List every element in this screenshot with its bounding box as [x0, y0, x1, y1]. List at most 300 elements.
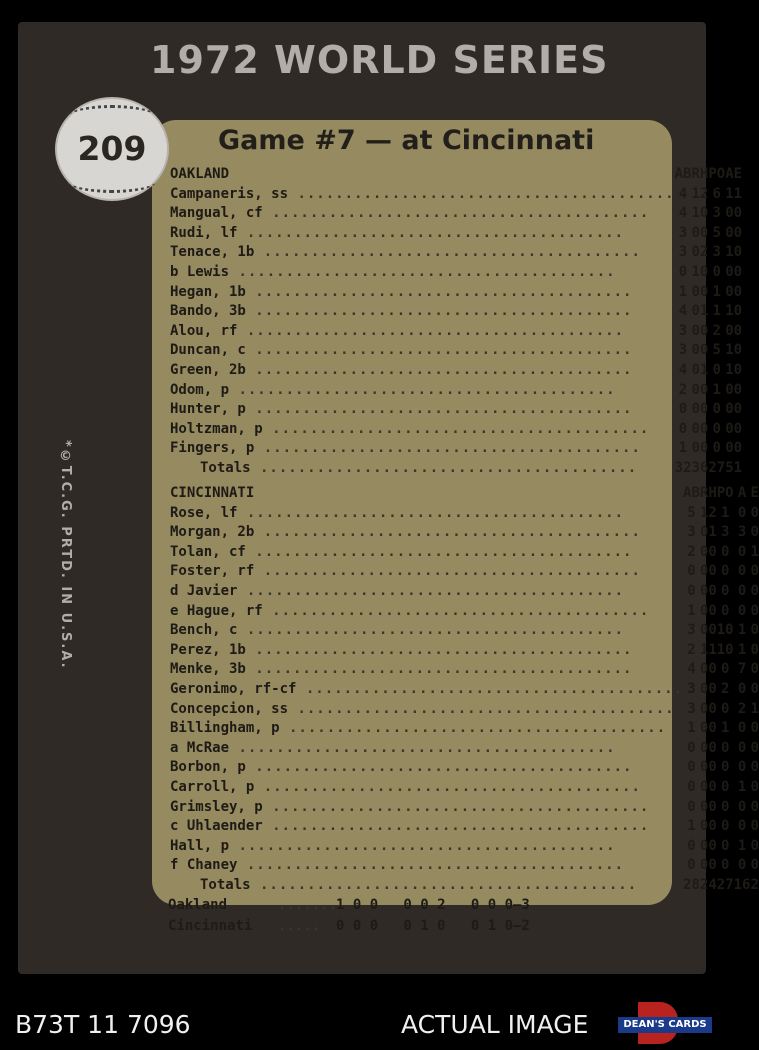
player-name: Alou, rf	[170, 322, 238, 339]
player-name: Carroll, p	[170, 778, 255, 795]
stat-cell: 0	[720, 857, 730, 874]
stat-cell: 0	[750, 563, 759, 580]
stat-cell: 0	[733, 263, 743, 280]
player-name: Rose, lf	[170, 504, 238, 521]
stat-cell: 10	[716, 622, 734, 639]
player-row	[170, 302, 742, 322]
column-header: PO	[708, 166, 726, 182]
stat-cell: 5	[712, 224, 721, 241]
leader-dots: ........................................	[237, 582, 625, 599]
leader-dots: ........................................	[245, 303, 633, 320]
stat-cell: 0	[733, 342, 743, 359]
player-name-cell	[170, 562, 683, 582]
stat-cell: 0	[687, 857, 696, 874]
stat-cell: 0	[720, 543, 730, 560]
stat-cell: 3	[712, 205, 721, 222]
player-row	[170, 283, 742, 303]
stat-cell: 1	[725, 244, 734, 261]
stat-cell: 1	[725, 342, 734, 359]
player-row	[170, 758, 759, 778]
player-name: Foster, rf	[170, 563, 255, 580]
player-name: Rudi, lf	[170, 224, 238, 241]
stat-cell: 0	[750, 759, 759, 776]
totals-row	[170, 459, 742, 479]
stat-cell: 0	[699, 700, 709, 717]
linescore-innings: 0 0 0 0 1 0 0 1 0—2	[336, 918, 530, 934]
leader-dots: ........................................	[237, 322, 625, 339]
stat-cell: 1	[720, 504, 730, 521]
player-name: Bando, 3b	[170, 303, 246, 320]
stat-cell: 2	[687, 543, 696, 560]
stat-cell: 0	[750, 837, 759, 854]
player-name-cell	[170, 817, 683, 837]
stat-cell: 0	[699, 440, 709, 457]
player-row	[170, 856, 759, 876]
stat-cell: 4	[678, 303, 688, 320]
player-name-cell	[170, 700, 683, 720]
stat-cell: 0	[750, 720, 759, 737]
stat-cell: 0	[750, 680, 759, 697]
leader-dots: ........................................	[245, 342, 633, 359]
stat-cell: 0	[708, 720, 717, 737]
stat-cell: 0	[687, 739, 696, 756]
stat-cell: 0	[708, 778, 717, 795]
stat-cell: 0	[720, 661, 730, 678]
player-name-cell	[170, 778, 683, 798]
stat-cell: 0	[699, 342, 709, 359]
leader-dots: .....	[278, 918, 321, 934]
stat-cell: 0	[750, 739, 759, 756]
stat-cell: 4	[678, 205, 688, 222]
stat-cell: 0	[725, 205, 734, 222]
stat-cell: 1	[712, 283, 721, 300]
series-title: 1972 WORLD SERIES	[150, 38, 609, 82]
stat-cell: 5	[725, 459, 734, 476]
team-name: CINCINNATI	[170, 485, 255, 501]
stat-cell: 0	[737, 602, 747, 619]
actual-image-label: ACTUAL IMAGE	[401, 1010, 589, 1039]
stat-cell: 1	[699, 361, 709, 378]
stat-cell: 0	[750, 857, 759, 874]
stat-cell: 0	[708, 739, 717, 756]
player-name: c Uhlaender	[170, 818, 263, 835]
linescore-team: Cincinnati	[168, 918, 253, 934]
column-header: H	[699, 166, 709, 182]
stat-cell: 0	[725, 440, 734, 457]
stat-cell: 0	[725, 322, 734, 339]
stat-cell: 0	[733, 420, 743, 437]
player-name: Mangual, cf	[170, 205, 263, 222]
cincinnati-box-score	[170, 484, 759, 895]
leader-dots: ........................................	[296, 680, 684, 697]
player-row	[170, 504, 759, 524]
stat-cell: 1	[691, 263, 700, 280]
leader-dots: ........................................	[254, 524, 641, 541]
stat-cell: 0	[725, 420, 734, 437]
player-name: Fingers, p	[170, 440, 255, 457]
leader-dots: ........................................	[288, 700, 675, 717]
leader-dots: ........................................	[237, 622, 625, 639]
stat-cell: 3	[691, 459, 700, 476]
player-name: Tolan, cf	[170, 543, 246, 560]
stat-cell: 0	[687, 798, 696, 815]
stat-cell: 0	[733, 440, 743, 457]
player-row	[170, 439, 742, 459]
stat-cell: 0	[720, 582, 730, 599]
stat-cell: 0	[708, 680, 717, 697]
stat-cell: 0	[699, 381, 709, 398]
stat-cell: 28	[683, 876, 700, 893]
stat-cell: 3	[678, 342, 688, 359]
player-name: Morgan, 2b	[170, 524, 255, 541]
stat-cell: 0	[699, 837, 709, 854]
stat-cell: 1	[733, 185, 743, 202]
player-name-cell	[170, 641, 683, 661]
player-row	[170, 739, 759, 759]
stat-cell: 1	[678, 283, 688, 300]
leader-dots: ........................................	[237, 857, 625, 874]
player-name: Bench, c	[170, 622, 238, 639]
stat-cell: 0	[733, 381, 743, 398]
stat-cell: 0	[737, 857, 747, 874]
team-name: OAKLAND	[170, 166, 230, 182]
stat-cell: 0	[712, 401, 721, 418]
stat-cell: 0	[737, 818, 747, 835]
stat-cell: 0	[750, 524, 759, 541]
player-name: Hall, p	[170, 837, 230, 854]
player-row	[170, 621, 759, 641]
column-header: A	[737, 485, 747, 501]
leader-dots: ........................................	[262, 818, 650, 835]
player-name-cell	[170, 263, 675, 283]
stat-cell: 1	[691, 185, 700, 202]
leader-dots: ........................................	[250, 459, 638, 476]
stat-cell: 0	[733, 401, 743, 418]
stat-cell: 1	[720, 720, 730, 737]
player-name-cell	[170, 204, 675, 224]
player-name-cell	[170, 185, 675, 205]
stat-cell: 5	[687, 504, 696, 521]
stat-cell: 4	[678, 185, 688, 202]
stat-cell: 1	[678, 440, 688, 457]
stat-cell: 1	[687, 602, 696, 619]
player-row	[170, 341, 742, 361]
leader-dots: ........................................	[229, 263, 616, 280]
stat-cell: 0	[691, 322, 700, 339]
stat-cell: 7	[737, 661, 747, 678]
stat-cell: 0	[720, 837, 730, 854]
stat-cell: 0	[720, 700, 730, 717]
player-name: Concepcion, ss	[170, 700, 289, 717]
stat-cell: 0	[699, 661, 709, 678]
player-name: Billingham, p	[170, 720, 280, 737]
player-name-cell	[170, 582, 683, 602]
leader-dots: ........................................	[237, 224, 625, 241]
stat-cell: 0	[737, 563, 747, 580]
player-row	[170, 700, 759, 720]
stat-cell: 1	[725, 303, 734, 320]
player-row	[170, 361, 742, 381]
player-name: Tenace, 1b	[170, 244, 255, 261]
stat-cell: 1	[708, 524, 717, 541]
linescore-oakland	[168, 897, 530, 913]
leader-dots: ........................................	[254, 563, 641, 580]
player-row	[170, 680, 759, 700]
stat-cell: 1	[733, 459, 743, 476]
stat-cell: 0	[733, 205, 743, 222]
column-header: AB	[683, 485, 700, 501]
column-header: A	[725, 166, 734, 182]
player-name-cell	[170, 739, 683, 759]
stat-cell: 0	[699, 680, 709, 697]
stat-cell: 0	[699, 563, 709, 580]
player-name-cell	[170, 243, 675, 263]
stat-cell: 0	[712, 361, 721, 378]
copyright-text: *©T.C.G. PRTD. IN U.S.A.	[58, 440, 73, 670]
column-header: R	[699, 485, 709, 501]
stat-cell: 0	[678, 263, 688, 280]
card-number: 209	[77, 129, 147, 168]
stat-cell: 3	[712, 244, 721, 261]
logo-text: DEAN'S CARDS	[618, 1017, 712, 1033]
player-row	[170, 837, 759, 857]
stat-cell: 0	[750, 504, 759, 521]
player-name: Borbon, p	[170, 759, 246, 776]
linescore-team: Oakland	[168, 897, 228, 913]
leader-dots: ........................................	[254, 440, 641, 457]
player-name: Grimsley, p	[170, 798, 263, 815]
stat-cell: 0	[699, 543, 709, 560]
leader-dots: ........................................	[254, 778, 641, 795]
stat-cell: 1	[699, 303, 709, 320]
player-row	[170, 641, 759, 661]
stat-cell: 0	[737, 582, 747, 599]
stat-cell: 0	[687, 837, 696, 854]
header-row	[170, 165, 742, 185]
leader-dots: ........................................	[250, 876, 638, 893]
stat-cell: 0	[750, 778, 759, 795]
player-name-cell	[170, 341, 675, 361]
stat-cell: 3	[687, 524, 696, 541]
column-header: R	[691, 166, 700, 182]
stat-cell: 0	[737, 798, 747, 815]
stat-cell: 0	[691, 303, 700, 320]
leader-dots: ........................................	[288, 185, 675, 202]
stat-cell: 1	[737, 622, 747, 639]
player-name-cell	[170, 837, 683, 857]
stat-cell: 0	[699, 602, 709, 619]
player-name-cell	[170, 381, 675, 401]
player-name: e Hague, rf	[170, 602, 263, 619]
stat-cell: 0	[708, 818, 717, 835]
player-name: a McRae	[170, 739, 230, 756]
stat-cell: 0	[737, 759, 747, 776]
stat-cell: 0	[737, 739, 747, 756]
player-name-cell	[170, 543, 683, 563]
stat-cell: 0	[725, 401, 734, 418]
stat-cell: 4	[678, 361, 688, 378]
stat-cell: 3	[678, 224, 688, 241]
stat-cell: 0	[691, 224, 700, 241]
stat-cell: 0	[699, 582, 709, 599]
stat-cell: 2	[750, 876, 759, 893]
stat-cell: 0	[699, 524, 709, 541]
player-row	[170, 798, 759, 818]
stat-cell: 0	[720, 798, 730, 815]
stat-cell: 0	[733, 361, 743, 378]
player-row	[170, 204, 742, 224]
stat-cell: 1	[699, 641, 709, 658]
leader-dots: ........................................	[237, 504, 625, 521]
linescore-innings: 1 0 0 0 0 2 0 0 0—3	[336, 897, 530, 913]
stat-cell: 0	[720, 818, 730, 835]
stat-cell: 0	[699, 798, 709, 815]
stat-cell: 0	[699, 322, 709, 339]
stat-cell: 1	[750, 543, 759, 560]
stat-cell: 0	[708, 582, 717, 599]
player-name: Campaneris, ss	[170, 185, 289, 202]
stat-cell: 2	[678, 381, 688, 398]
stat-cell: 0	[733, 322, 743, 339]
player-name-cell	[170, 361, 675, 381]
stat-cell: 0	[750, 602, 759, 619]
player-row	[170, 562, 759, 582]
stitch-bottom	[67, 168, 157, 193]
stat-cell: 0	[750, 641, 759, 658]
player-name: Duncan, c	[170, 342, 246, 359]
stat-cell: 1	[712, 303, 721, 320]
stat-cell: 0	[708, 563, 717, 580]
player-name-cell	[170, 798, 683, 818]
stat-cell: 1	[725, 185, 734, 202]
player-name-cell	[170, 283, 675, 303]
leader-dots: ........................................	[245, 401, 633, 418]
stat-cell: 0	[720, 778, 730, 795]
column-header: PO	[716, 485, 734, 501]
player-name: Geronimo, rf-cf	[170, 680, 297, 697]
stat-cell: 0	[691, 244, 700, 261]
stat-cell: 0	[699, 739, 709, 756]
player-row	[170, 719, 759, 739]
player-name: Odom, p	[170, 381, 230, 398]
stat-cell: 0	[708, 837, 717, 854]
column-header: H	[708, 485, 717, 501]
oakland-box-score	[170, 165, 742, 479]
stat-cell: 0	[750, 661, 759, 678]
stat-cell: 6	[712, 185, 721, 202]
stat-cell: 1	[737, 837, 747, 854]
stat-cell: 1	[712, 381, 721, 398]
stat-cell: 0	[687, 582, 696, 599]
player-name: b Lewis	[170, 263, 230, 280]
stat-cell: 1	[750, 700, 759, 717]
stat-cell: 0	[750, 818, 759, 835]
stat-cell: 4	[708, 876, 717, 893]
stat-cell: 1	[737, 778, 747, 795]
stat-cell: 0	[725, 381, 734, 398]
stat-cell: 27	[716, 876, 734, 893]
player-row	[170, 543, 759, 563]
stat-cell: 0	[725, 263, 734, 280]
stat-cell: 0	[733, 224, 743, 241]
column-header: E	[733, 166, 743, 182]
stat-cell: 0	[712, 420, 721, 437]
stat-cell: 0	[720, 759, 730, 776]
player-row	[170, 817, 759, 837]
leader-dots: ........................................	[245, 641, 633, 658]
stat-cell: 0	[691, 361, 700, 378]
totals-row	[170, 876, 759, 896]
leader-dots: ........................................	[279, 720, 667, 737]
stat-cell: 3	[687, 700, 696, 717]
leader-dots: ........................................	[245, 759, 633, 776]
stat-cell: 0	[733, 283, 743, 300]
stat-cell: 0	[691, 342, 700, 359]
stat-cell: 0	[691, 283, 700, 300]
player-name-cell	[170, 758, 683, 778]
deans-cards-logo	[618, 1002, 712, 1044]
stat-cell: 0	[708, 602, 717, 619]
stat-cell: 32	[674, 459, 692, 476]
stat-cell: 0	[687, 759, 696, 776]
stat-cell: 2	[712, 322, 721, 339]
stat-cell: 3	[720, 524, 730, 541]
stat-cell: 0	[699, 205, 709, 222]
stat-cell: 0	[750, 582, 759, 599]
stat-cell: 3	[678, 322, 688, 339]
stat-cell: 0	[750, 622, 759, 639]
player-name-cell	[170, 602, 683, 622]
stat-cell: 0	[708, 798, 717, 815]
player-row	[170, 582, 759, 602]
player-name: Hegan, 1b	[170, 283, 246, 300]
linescore-cincinnati	[168, 918, 530, 934]
stat-cell: 2	[699, 185, 709, 202]
player-name-cell	[170, 504, 683, 524]
stitch-top	[67, 105, 157, 130]
baseball-icon	[55, 97, 169, 201]
totals-label: Totals	[200, 459, 251, 476]
stat-cell: 1	[737, 641, 747, 658]
stat-cell: 0	[733, 303, 743, 320]
player-name-cell	[170, 224, 675, 244]
player-name-cell	[170, 719, 683, 739]
leader-dots: ........................................	[245, 661, 633, 678]
stat-cell: 0	[720, 602, 730, 619]
player-row	[170, 381, 742, 401]
column-header: E	[750, 485, 759, 501]
stat-cell: 2	[720, 680, 730, 697]
leader-dots: ........................................	[254, 244, 641, 261]
stat-cell: 0	[691, 401, 700, 418]
stat-cell: 0	[708, 759, 717, 776]
stat-cell: 0	[725, 283, 734, 300]
stat-cell: 0	[720, 563, 730, 580]
leader-dots: ........................................	[245, 283, 633, 300]
player-row	[170, 602, 759, 622]
stat-cell: 1	[691, 205, 700, 222]
player-name-cell	[170, 680, 683, 700]
leader-dots: ........	[278, 897, 346, 913]
player-name-cell	[170, 420, 675, 440]
stat-cell: 0	[699, 283, 709, 300]
stat-cell: 2	[699, 876, 709, 893]
stat-cell: 0	[733, 244, 743, 261]
stat-cell: 1	[725, 361, 734, 378]
stat-cell: 0	[720, 739, 730, 756]
inventory-id: B73T 11 7096	[15, 1010, 191, 1039]
stat-cell: 0	[699, 818, 709, 835]
